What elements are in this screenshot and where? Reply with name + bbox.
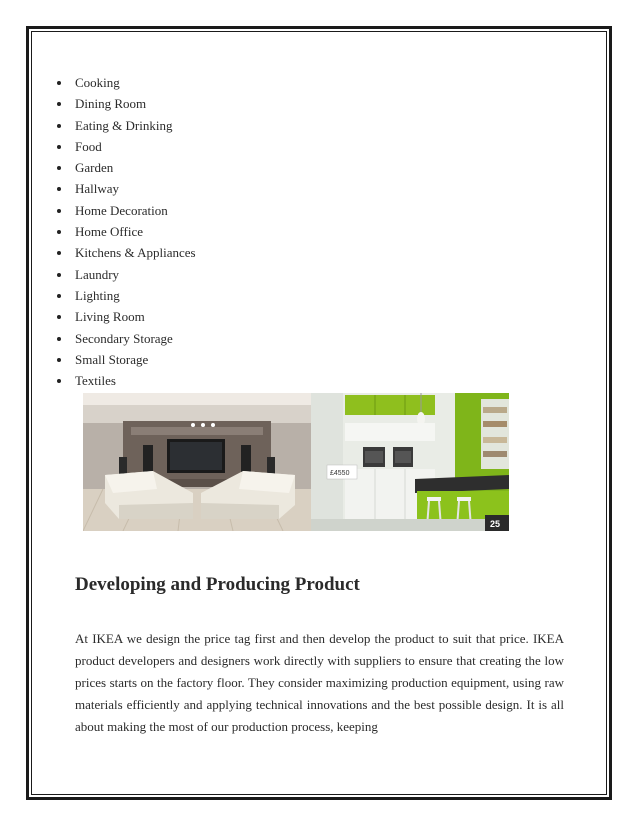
list-item: Textiles (75, 370, 196, 391)
list-item: Living Room (75, 306, 196, 327)
list-item: Kitchens & Appliances (75, 242, 196, 263)
list-item: Small Storage (75, 349, 196, 370)
list-item: Laundry (75, 264, 196, 285)
kitchen-image (311, 393, 509, 531)
list-item: Eating & Drinking (75, 115, 196, 136)
list-item: Garden (75, 157, 196, 178)
interior-photo (83, 393, 509, 531)
category-list (75, 72, 196, 391)
list-item: Lighting (75, 285, 196, 306)
list-item: Secondary Storage (75, 328, 196, 349)
list-item: Home Decoration (75, 200, 196, 221)
section-heading: Developing and Producing Product (75, 574, 360, 595)
living-room-image (83, 393, 311, 531)
badge-label: 25 (490, 519, 501, 529)
list-item: Home Office (75, 221, 196, 242)
list-item: Hallway (75, 178, 196, 199)
body-paragraph: At IKEA we design the price tag first and then develop the product to suit that price. IKEA product developers and designers work directly with suppliers to ensure that creating the low prices starts on the factory floor. They consider maximizing production equipment, using raw materials efficiently and applying technical innovations and the best possible design. It is all about making the most of our production process, keeping (75, 631, 564, 734)
list-item: Cooking (75, 72, 196, 93)
price-tag-label: £4550 (330, 470, 350, 477)
list-item: Dining Room (75, 93, 196, 114)
list-item: Food (75, 136, 196, 157)
